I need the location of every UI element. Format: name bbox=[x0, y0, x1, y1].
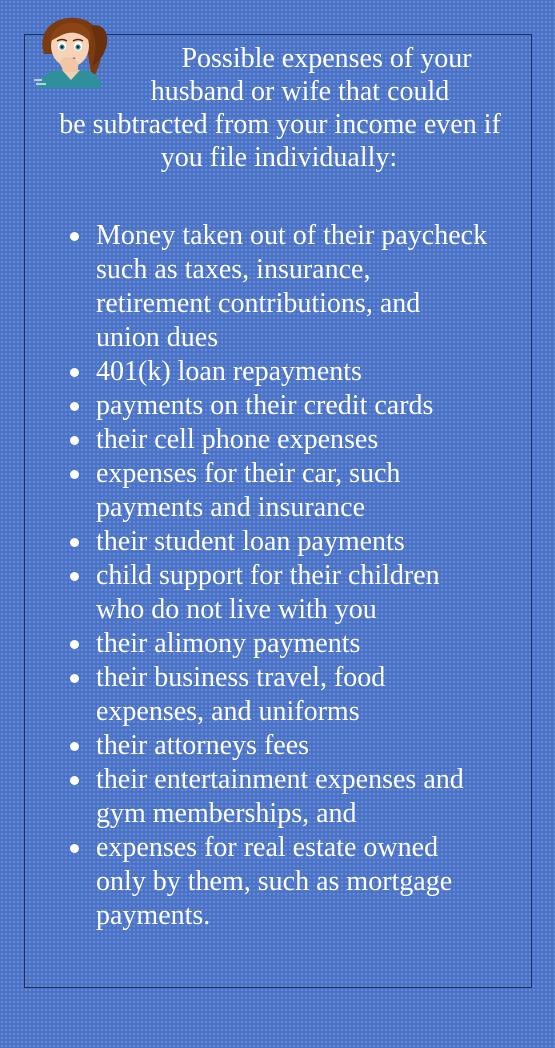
list-item bbox=[96, 525, 521, 559]
list-item bbox=[96, 355, 521, 389]
list-item-text: their alimony payments bbox=[96, 628, 361, 659]
bullet-icon bbox=[70, 232, 79, 241]
list-item-text: their student loan payments bbox=[96, 526, 405, 557]
heading-line-3: be subtracted from your income even if bbox=[59, 109, 501, 140]
bullet-icon bbox=[70, 470, 79, 479]
list-item bbox=[96, 389, 521, 423]
list-item bbox=[96, 457, 521, 525]
list-item bbox=[96, 661, 521, 729]
list-item-text: Money taken out of their paycheck such as taxes, insurance, retirement contributions, and union dues bbox=[96, 220, 488, 353]
bullet-icon bbox=[70, 742, 79, 751]
bullet-icon bbox=[70, 436, 79, 445]
list-item-text: their cell phone expenses bbox=[96, 424, 379, 455]
list-item-text: payments on their credit cards bbox=[96, 390, 434, 421]
bullet-icon bbox=[70, 572, 79, 581]
bullet-icon bbox=[70, 402, 79, 411]
list-item-text: child support for their children who do not live with you bbox=[96, 560, 440, 625]
list-item bbox=[96, 219, 521, 355]
page-heading bbox=[40, 42, 518, 174]
list-item-text: expenses for their car, such payments and insurance bbox=[96, 458, 401, 523]
list-item bbox=[96, 627, 521, 661]
bullet-icon bbox=[70, 776, 79, 785]
heading-line-1: Possible expenses of your bbox=[181, 43, 472, 74]
bullet-icon bbox=[70, 844, 79, 853]
bullet-icon bbox=[70, 674, 79, 683]
list-item bbox=[96, 763, 521, 831]
list-item-text: their entertainment expenses and gym memberships, and bbox=[96, 764, 464, 829]
list-item bbox=[96, 559, 521, 627]
heading-line-2: husband or wife that could bbox=[150, 76, 450, 107]
list-item-text: their attorneys fees bbox=[96, 730, 310, 761]
list-item bbox=[96, 423, 521, 457]
expenses-list bbox=[96, 219, 521, 933]
bullet-icon bbox=[70, 640, 79, 649]
list-item bbox=[96, 831, 521, 933]
list-item-text: expenses for real estate owned only by them, such as mortgage payments. bbox=[96, 832, 453, 931]
heading-line-4: you file individually: bbox=[160, 142, 398, 173]
bullet-icon bbox=[70, 368, 79, 377]
list-item-text: their business travel, food expenses, and uniforms bbox=[96, 662, 386, 727]
list-item-text: 401(k) loan repayments bbox=[96, 356, 362, 387]
list-item bbox=[96, 729, 521, 763]
bullet-icon bbox=[70, 538, 79, 547]
